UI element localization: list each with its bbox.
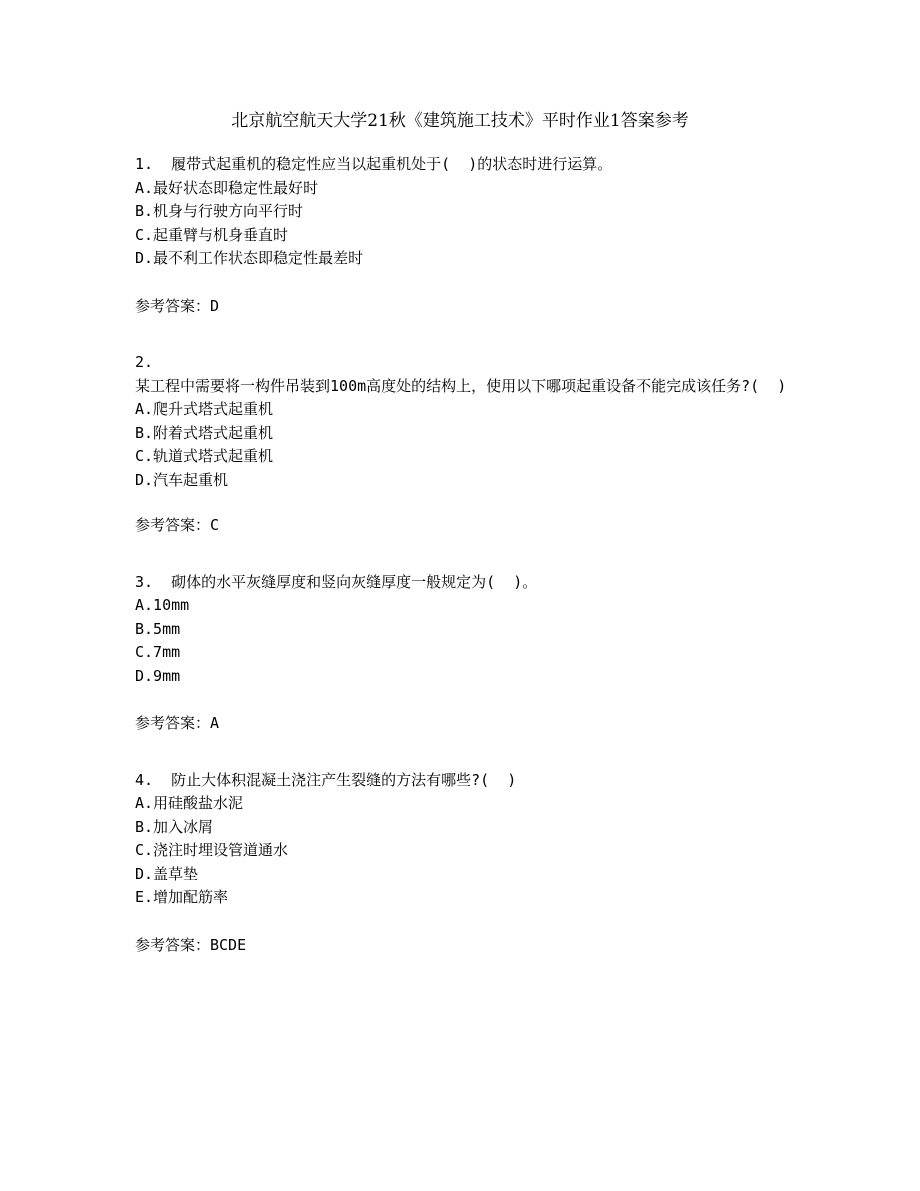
option-b: B.机身与行驶方向平行时 (135, 202, 304, 220)
option-a: A.用硅酸盐水泥 (135, 794, 244, 812)
question-stem: 1. 履带式起重机的稳定性应当以起重机处于( )的状态时进行运算。 (135, 155, 613, 173)
question-3 (135, 571, 795, 736)
reference-answer: 参考答案：BCDE (135, 935, 247, 954)
option-b: B.加入冰屑 (135, 817, 214, 836)
reference-answer: 参考答案：C (135, 516, 220, 534)
option-c: C.7mm (135, 643, 181, 661)
option-c: C.轨道式塔式起重机 (135, 447, 274, 465)
option-d: D.最不利工作状态即稳定性最差时 (135, 249, 364, 267)
option-c: C.浇注时埋设管道通水 (135, 841, 289, 859)
question-4 (135, 769, 795, 958)
question-stem: 3. 砌体的水平灰缝厚度和竖向灰缝厚度一般规定为( )。 (135, 572, 538, 591)
option-b: B.5mm (135, 619, 181, 638)
question-list (135, 153, 795, 982)
option-a: A.10mm (135, 596, 190, 614)
question-1 (135, 153, 795, 318)
reference-answer: 参考答案：A (135, 714, 220, 732)
question-2 (135, 351, 795, 538)
option-c: C.起重臂与机身垂直时 (135, 225, 289, 244)
option-d: D.汽车起重机 (135, 470, 229, 489)
question-stem: 4. 防止大体积混凝土浇注产生裂缝的方法有哪些?( ) (135, 770, 517, 789)
reference-answer: 参考答案：D (135, 296, 220, 315)
option-b: B.附着式塔式起重机 (135, 423, 274, 442)
option-d: D.9mm (135, 666, 181, 685)
option-a: A.最好状态即稳定性最好时 (135, 178, 319, 197)
option-a: A.爬升式塔式起重机 (135, 400, 274, 418)
question-stem: 2. 某工程中需要将一构件吊装到100m高度处的结构上，使用以下哪项起重设备不能完成该任务?( ) (135, 353, 787, 395)
option-e: E.增加配筋率 (135, 888, 229, 906)
page-title: 北京航空航天大学21秋《建筑施工技术》平时作业1答案参考 (231, 111, 689, 131)
option-d: D.盖草垫 (135, 864, 199, 883)
